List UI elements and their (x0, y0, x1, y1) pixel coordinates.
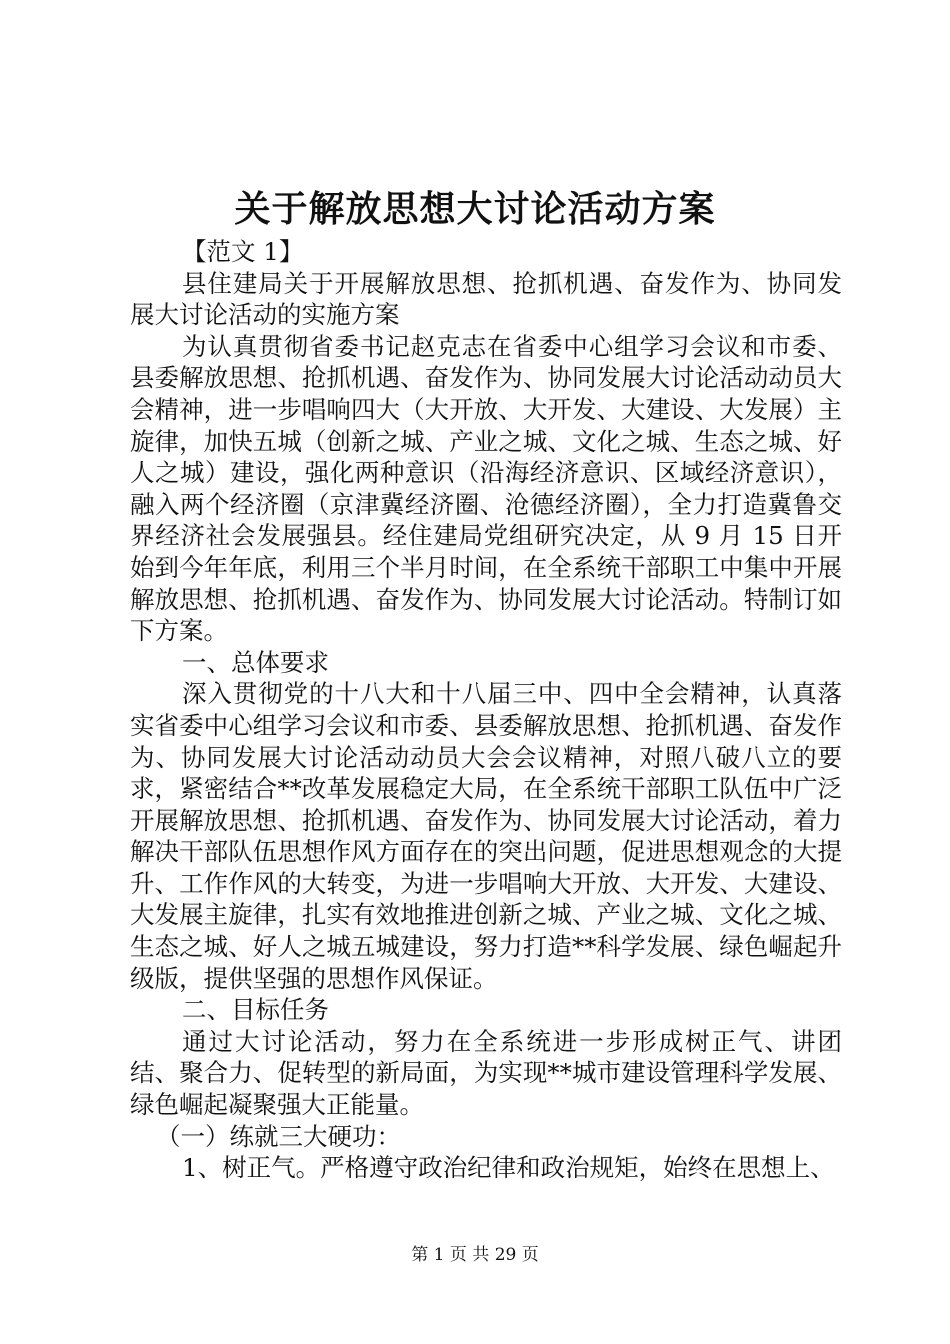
section-heading-overall: 一、总体要求 (182, 647, 329, 677)
overall-paragraph: 深入贯彻党的十八大和十八届三中、四中全会精神，认真落实省委中心组学习会议和市委、县委解放思想、抢抓机遇、奋发作为、协同发展大讨论活动动员大会会议精神，对照八破八立的要求，紧密结合**改革发展稳定大局，在全系统干部职工队伍中广泛开展解放思想、抢抓机遇、奋发作为、协同发展大讨论活动，着力解决干部队伍思想作风方面存在的突出问题，促进思想观念的大提升、工作作风的大转变，为进一步唱响大开放、大开发、大建设、大发展主旋律，扎实有效地推进创新之城、产业之城、文化之城、生态之城、好人之城五城建设，努力打造**科学发展、绿色崛起升级版，提供坚强的思想作风保证。 (130, 679, 842, 993)
item-paragraph: 1、树正气。严格遵守政治纪律和政治规矩，始终在思想上、 (182, 1153, 835, 1183)
section-heading-goals: 二、目标任务 (182, 995, 329, 1025)
subsection-heading: （一）练就三大硬功： (156, 1121, 401, 1151)
page-footer: 第 1 页 共 29 页 (411, 1245, 539, 1265)
document-title: 关于解放思想大讨论活动方案 (234, 188, 716, 230)
goals-paragraph: 通过大讨论活动，努力在全系统进一步形成树正气、讲团结、聚合力、促转型的新局面，为实现**城市建设管理科学发展、绿色崛起凝聚强大正能量。 (130, 1026, 842, 1120)
intro-paragraph: 为认真贯彻省委书记赵克志在省委中心组学习会议和市委、县委解放思想、抢抓机遇、奋发作为、协同发展大讨论活动动员大会精神，进一步唱响四大（大开放、大开发、大建设、大发展）主旋律，加快五城（创新之城、产业之城、文化之城、生态之城、好人之城）建设，强化两种意识（沿海经济意识、区域经济意识），融入两个经济圈（京津冀经济圈、沧德经济圈），全力打造冀鲁交界经济社会发展强县。经住建局党组研究决定，从 9 月 15 日开始到今年年底，利用三个半月时间，在全系统干部职工中集中开展解放思想、抢抓机遇、奋发作为、协同发展大讨论活动。特制订如下方案。 (130, 331, 842, 646)
plan-subtitle: 县住建局关于开展解放思想、抢抓机遇、奋发作为、协同发展大讨论活动的实施方案 (130, 268, 842, 330)
document-body (130, 236, 842, 1184)
sample-label: 【范文 1】 (182, 237, 304, 266)
